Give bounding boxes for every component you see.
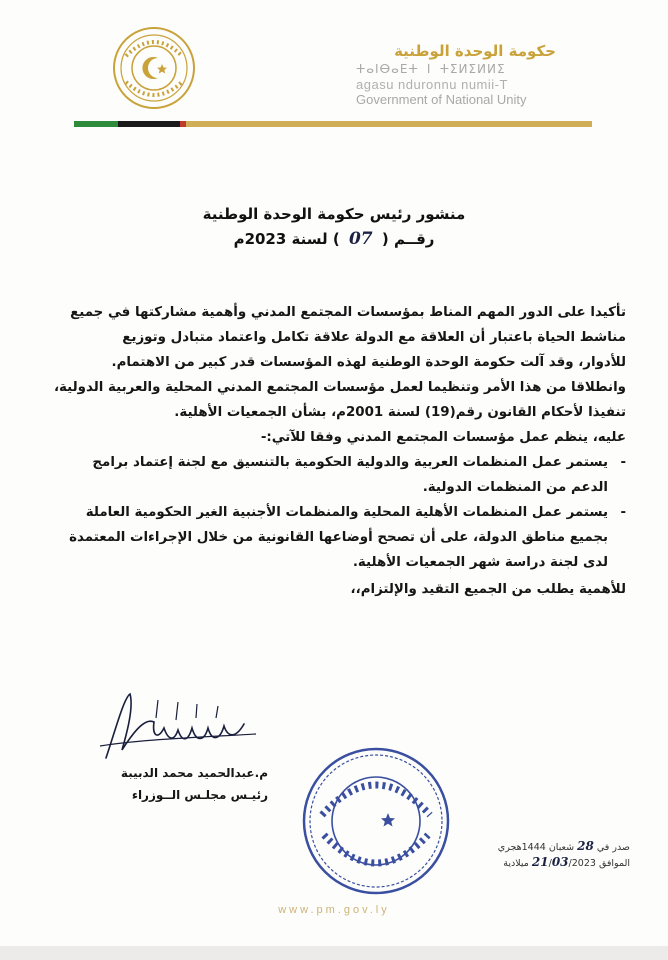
handwritten-signature [96,688,261,768]
bullet-item-1: - يستمر عمل المنظمات العربية والدولية الحكومية بالتنسيق مع لجنة إعتماد برامج [48,450,626,475]
number-prefix: رقــم ( [381,230,435,248]
signatory-position: رئيـس مجلـس الــوزراء [131,788,268,802]
gov-name-english: Government of National Unity [356,92,527,107]
flag-green-segment [74,121,118,127]
gold-rule [186,121,592,127]
government-name-block [356,42,586,107]
document-title: منشور رئيس حكومة الوحدة الوطنية [202,205,466,223]
flag-black-segment [118,121,180,127]
closing-line: للأهمية يطلب من الجميع التقيد والإلتزام،، [350,582,626,597]
government-emblem-icon [112,26,196,110]
gov-name-amazigh: agasu nduronnu numii-T [356,77,508,92]
hijri-date [490,839,630,855]
hijri-rest: شعبان 1444هجري [497,842,575,853]
bullet-item-2-cont: بجميع مناطق الدولة، على أن تصحح أوضاعها القانونية من خلال الإجراءات المعتمدة [69,530,608,545]
letter-body [48,300,626,602]
website-footer: www.pm.gov.ly [278,904,390,916]
signatory-block [98,762,268,806]
document-number: 07 [348,229,373,249]
signatory-name: م.عبدالحميد محمد الدبيبة [120,766,268,780]
official-stamp [300,745,452,897]
greg-month: 03 [551,855,569,869]
greg-rest: 2023 ميلادية [503,858,596,869]
gov-name-arabic: حكومة الوحدة الوطنية [394,42,556,60]
body-line: للأدوار، وقد آلت حكومة الوحدة الوطنية لهذه المؤسسات قدر كبير من الاهتمام. [111,355,626,370]
flag-color-bar [74,121,592,127]
equiv-label: الموافق [598,858,630,869]
date-block [490,839,630,871]
body-line: وانطلاقا من هذا الأمر وتنظيما لعمل مؤسسات المجتمع المدني المحلية والعربية الدولية، [53,380,626,395]
bullet-item-2-cont: لدى لجنة دراسة شهر الجمعيات الأهلية. [352,555,608,570]
greg-day: 21 [531,855,549,869]
bullet-item-2: - يستمر عمل المنظمات الأهلية المحلية والمنظمات الأجنبية الغير الحكومية العاملة [48,500,626,525]
body-line: تنفيذا لأحكام القانون رقم(19) لسنة 2001م، بشأن الجمعيات الأهلية. [174,405,626,420]
issued-label: صدر في [596,842,630,853]
bullet-item-1-cont: الدعم من المنظمات الدولية. [422,480,608,495]
bottom-strip [0,946,668,960]
hijri-day: 28 [577,839,594,853]
body-line: عليه، ينظم عمل مؤسسات المجتمع المدني وفقا للآتي:- [260,430,626,445]
gregorian-date: الموافق 21/03/2023 ميلادية [503,855,630,869]
gov-name-tifinagh: ⵜⴰⵏⴱⴰⴹⵜ ⵏ ⵜⵉⵍⵉⵍⵍⵉ [356,62,506,76]
document-number-line [0,229,668,249]
body-line: مناشط الحياة باعتبار أن العلاقة مع الدولة علاقة تكامل واعتماد متبادل وتوزيع [122,330,626,345]
number-suffix: ) لسنة 2023م [233,230,340,248]
body-line: تأكيدا على الدور المهم المناط بمؤسسات المجتمع المدني وأهمية مشاركتها في جميع [70,305,626,320]
